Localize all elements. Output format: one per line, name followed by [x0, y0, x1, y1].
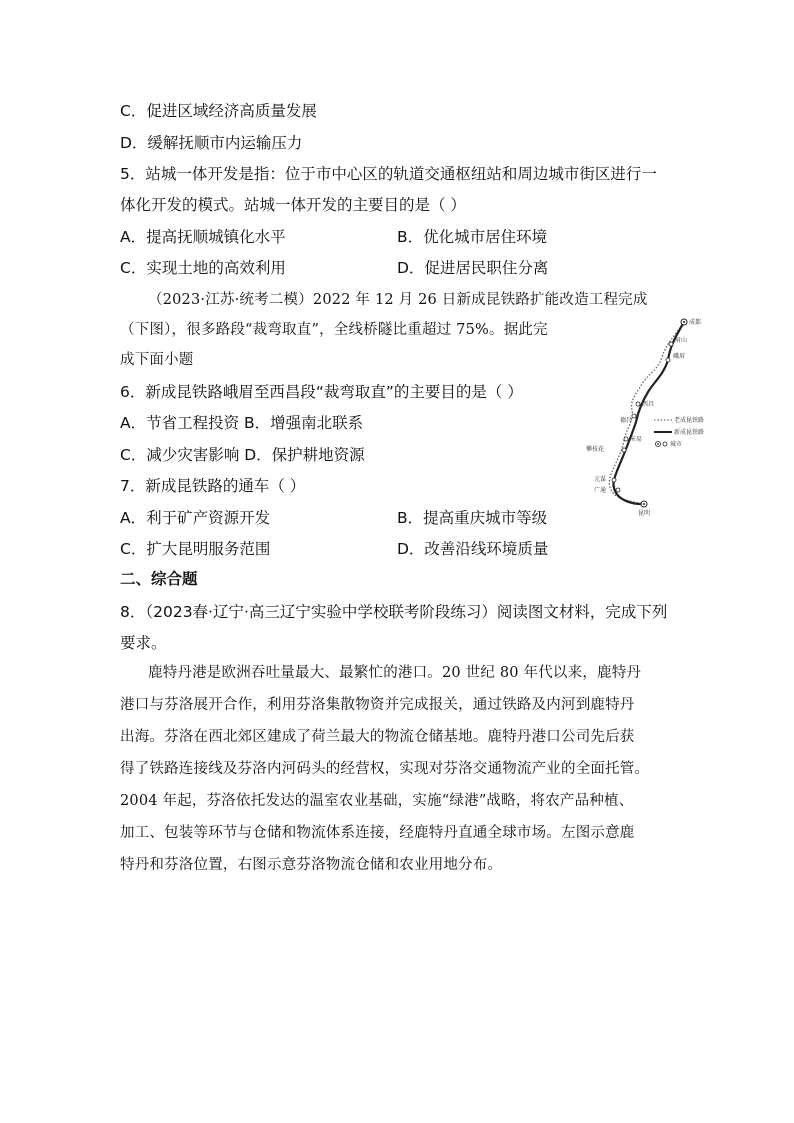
q4-option-d: D．缓解抚顺市内运输压力: [120, 134, 303, 152]
q8-paragraph-line-7: 特丹和芬洛位置，右图示意芬洛物流仓储和农业用地分布。: [120, 857, 503, 873]
section-title: 二、综合题: [120, 570, 198, 588]
q7-option-b: B．提高重庆城市等级: [397, 509, 548, 527]
city-label: 昆明: [638, 510, 651, 517]
q5-stem-line-2: 体化开发的模式。站城一体开发的主要目的是（ ）: [120, 196, 466, 214]
q8-stem-line-2: 要求。: [120, 634, 167, 652]
q4-option-c: C．促进区域经济高质量发展: [120, 102, 317, 120]
q7-option-a: A．利于矿产资源开发: [120, 509, 271, 527]
q6-options-cd: C．减少灾害影响 D．保护耕地资源: [120, 446, 365, 464]
q6-stem: 6．新成昆铁路峨眉至西昌段“裁弯取直”的主要目的是（ ）: [120, 383, 523, 401]
q5-stem-line-1: 5．站城一体开发是指：位于市中心区的轨道交通枢纽站和周边城市街区进行一: [120, 165, 657, 183]
q7-option-d: D．改善沿线环境质量: [397, 540, 549, 558]
city-marker-meishan: [669, 342, 673, 346]
q8-paragraph-line-6: 加工、包装等环节与仓储和物流体系连接，经鹿特丹直通全球市场。左图示意鹿: [120, 825, 635, 841]
legend-new-label: 新成昆铁路: [674, 429, 705, 436]
city-label: 德昌: [620, 417, 633, 424]
q8-paragraph-line-2: 港口与芬洛展开合作，利用芬洛集散物资并完成报关，通过铁路及内河到鹿特丹: [120, 697, 635, 713]
old-railway-line: [609, 322, 684, 504]
material-line-2: （下图），很多路段“裁弯取直”，全线桥隧比重超过 75%。据此完: [120, 322, 548, 338]
city-marker-panzhihua: [622, 448, 626, 452]
railway-map: [578, 312, 718, 522]
city-marker-dechang: [632, 414, 636, 418]
city-marker-guangtong: [616, 488, 620, 492]
city-label: 元谋: [594, 476, 607, 483]
new-railway-line: [613, 322, 684, 504]
material-line-1: （2023·江苏·统考二模）2022 年 12 月 26 日新成昆铁路扩能改造工程完成: [148, 292, 648, 308]
q8-paragraph-line-4: 得了铁路连接线及芬洛内河码头的经营权，实现对芬洛交通物流产业的全面托管。: [120, 761, 650, 777]
material-line-3: 成下面小题: [120, 352, 194, 368]
q7-option-c: C．扩大昆明服务范围: [120, 540, 271, 558]
q8-paragraph-line-5: 2004 年起，芬洛依托发达的温室农业基础，实施“绿港”战略，将农产品种植、: [120, 793, 634, 809]
city-label: 广通: [594, 487, 607, 494]
q7-stem: 7．新成昆铁路的通车（ ）: [120, 477, 306, 495]
city-marker-yuanmou: [612, 478, 616, 482]
city-marker-xichang: [636, 402, 640, 406]
q5-option-d: D．促进居民职住分离: [397, 259, 549, 277]
city-label: 西昌: [642, 401, 655, 408]
q5-option-c: C．实现土地的高效利用: [120, 259, 286, 277]
q5-option-a: A．提高抚顺城镇化水平: [120, 228, 286, 246]
city-label: 成都: [689, 319, 702, 326]
city-marker-emei: [666, 358, 670, 362]
q8-paragraph-line-3: 出海。芬洛在西北郊区建成了荷兰最大的物流仓储基地。鹿特丹港口公司先后获: [120, 729, 635, 745]
q5-option-b: B．优化城市居住环境: [397, 228, 548, 246]
city-label: 眉山: [675, 337, 688, 344]
q6-options-ab: A．节省工程投资 B．增强南北联系: [120, 414, 364, 432]
city-marker-miyi: [624, 437, 628, 441]
city-label: 攀枝花: [586, 446, 605, 453]
legend-city-label: 城市: [670, 441, 683, 448]
city-label: 米易: [630, 436, 643, 443]
q8-stem-line-1: 8．（2023春·辽宁·高三辽宁实验中学校联考阶段练习）阅读图文材料，完成下列: [120, 603, 668, 621]
legend-old-label: 老成昆铁路: [674, 417, 705, 424]
city-label: 峨眉: [673, 353, 686, 360]
q8-paragraph-line-1: 鹿特丹港是欧洲吞吐量最大、最繁忙的港口。20 世纪 80 年代以来，鹿特丹: [148, 665, 642, 681]
